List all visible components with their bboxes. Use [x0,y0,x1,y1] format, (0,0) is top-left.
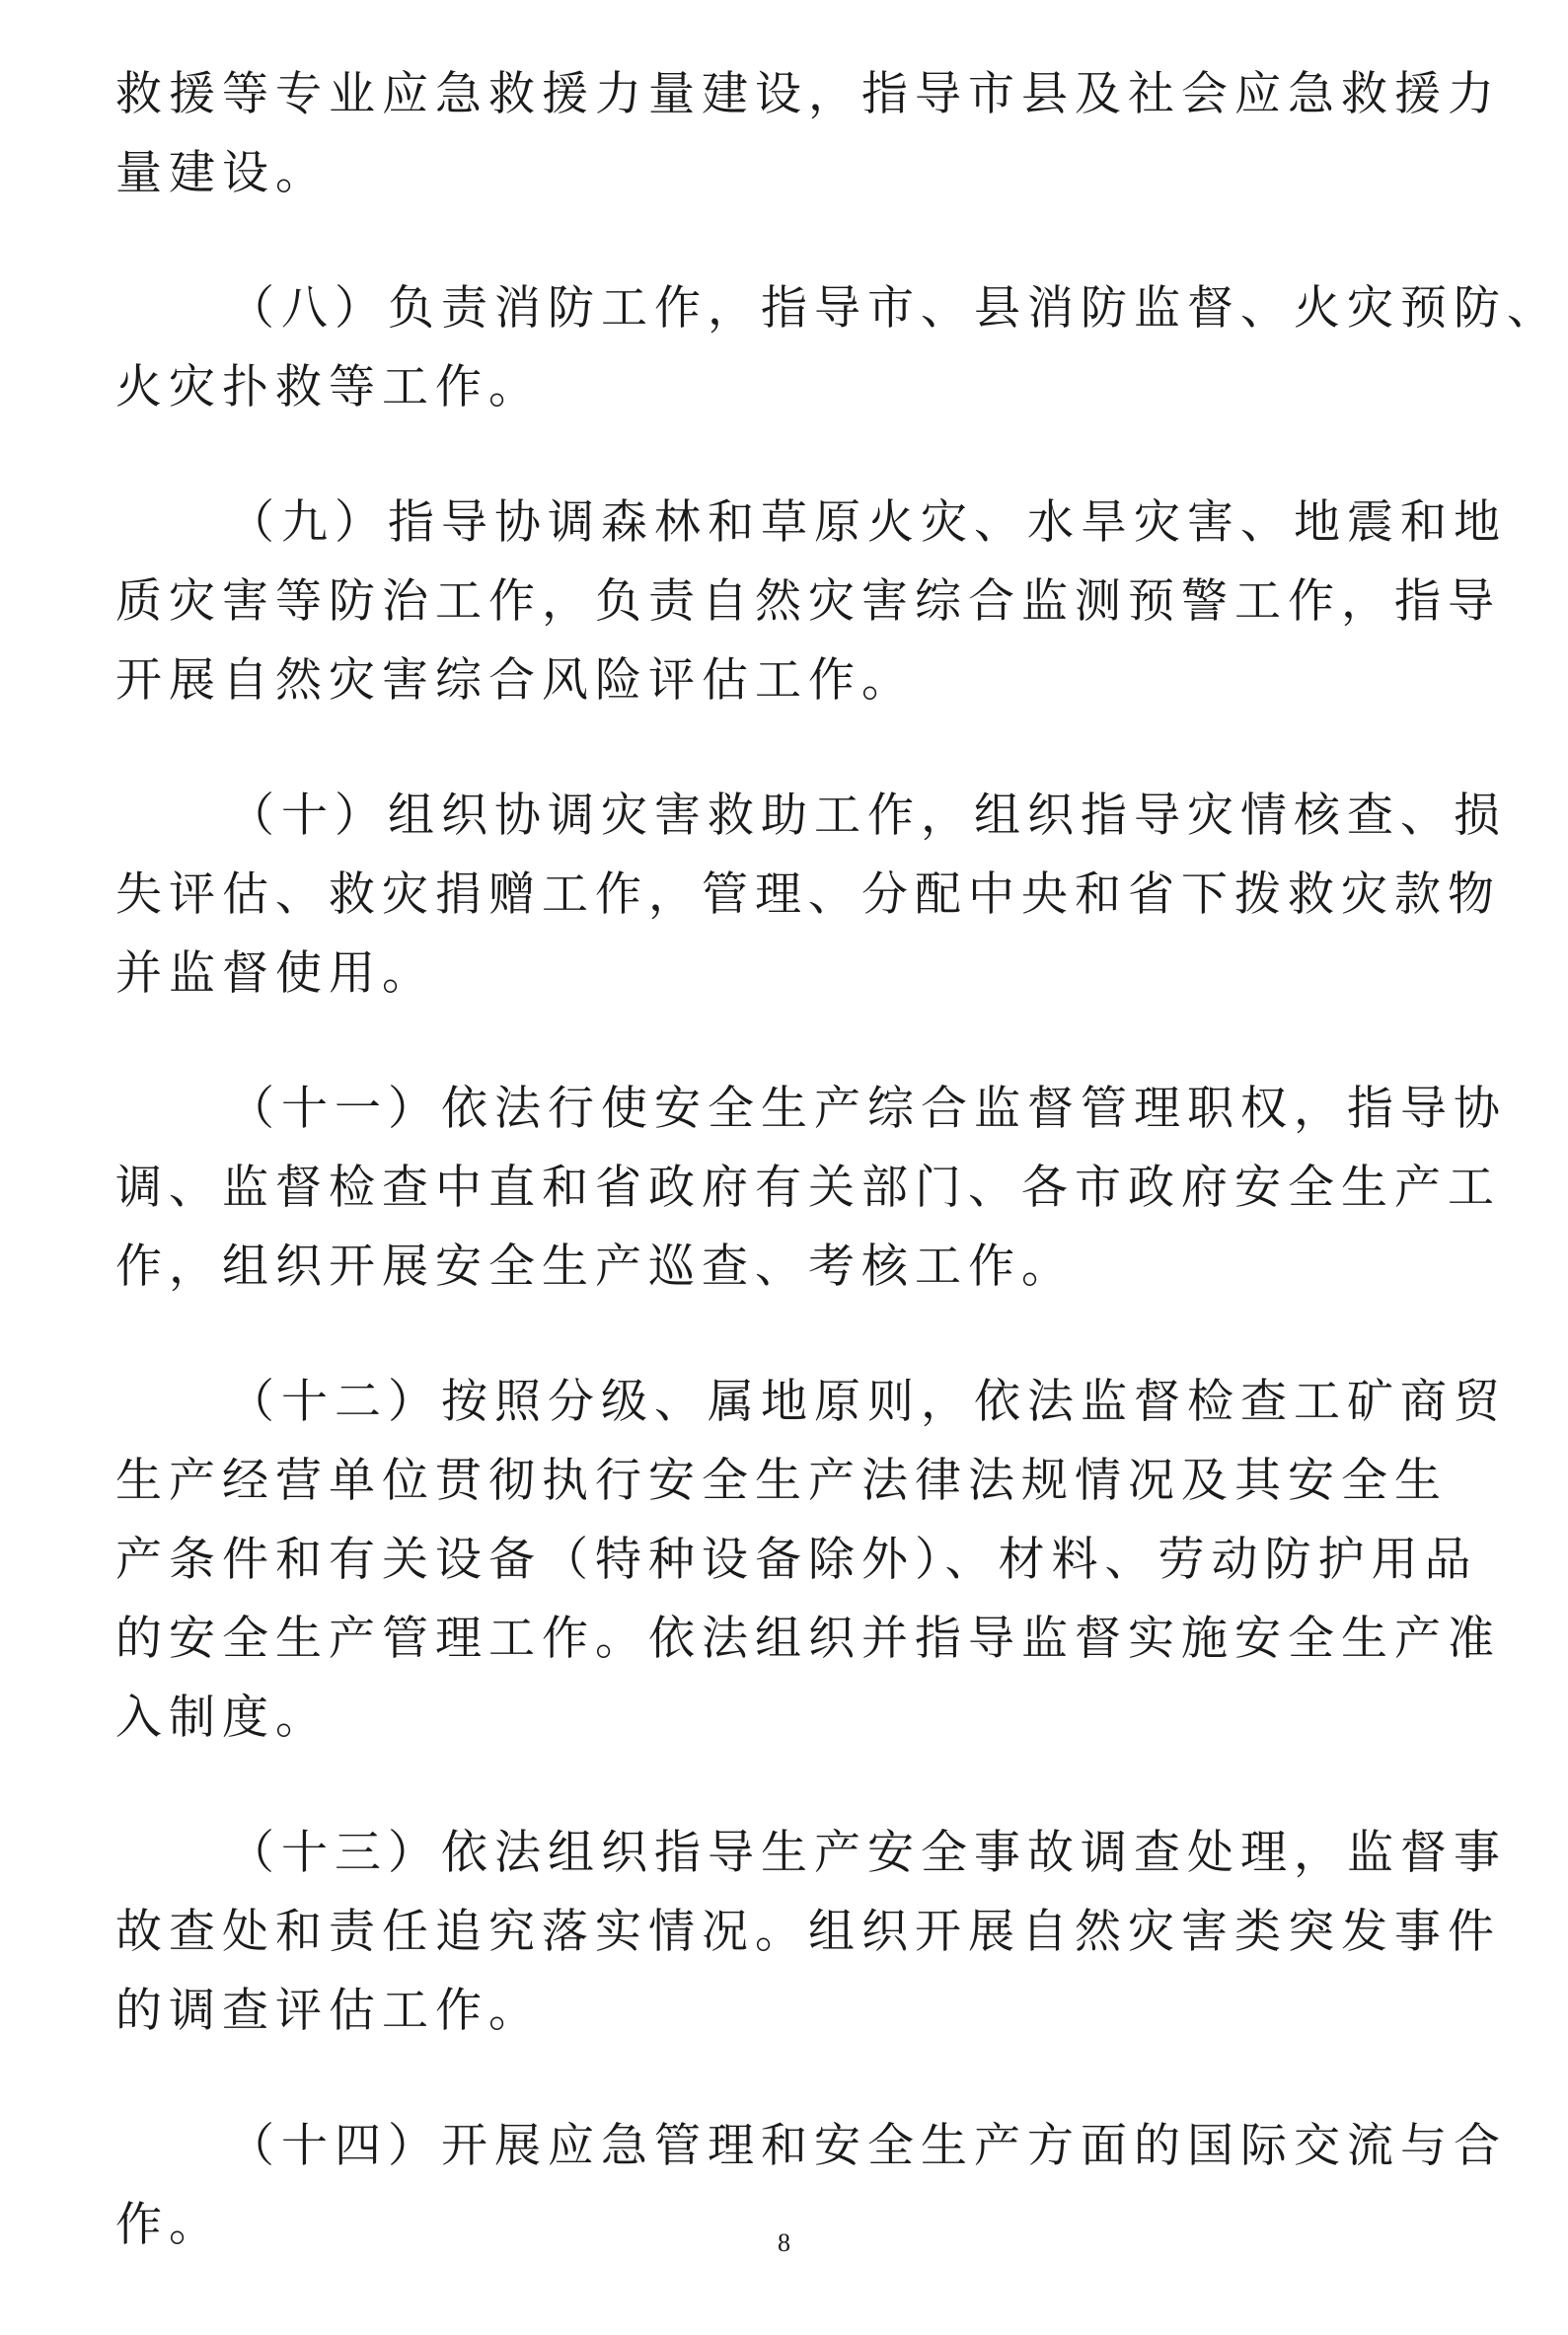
page-number: 8 [778,2228,790,2257]
paragraph-line: 开展自然灾害综合风险评估工作。 [115,653,915,708]
paragraph-line: 失评估、救灾捐赠工作，管理、分配中央和省下拨救灾款物 [115,867,1501,922]
paragraph-line: （十一）依法行使安全生产综合监督管理职权，指导协 [228,1082,1507,1136]
paragraph [115,1814,1507,2051]
paragraph-line: （九）指导协调森林和草原火灾、水旱灾害、地震和地 [228,495,1507,550]
paragraph-line: 质灾害等防治工作，负责自然灾害综合监测预警工作，指导 [115,574,1501,629]
paragraph-line: 作。 [115,2198,222,2252]
paragraph-line: 的调查评估工作。 [115,1984,542,2038]
paragraph [115,1363,1507,1758]
paragraph [115,777,1507,1014]
paragraph [115,1070,1507,1307]
paragraph [115,269,1560,427]
paragraph-line: 产条件和有关设备（特种设备除外）、材料、劳动防护用品 [115,1533,1478,1587]
paragraph-line: 作，组织开展安全生产巡查、考核工作。 [115,1240,1075,1294]
paragraph-line: （十二）按照分级、属地原则，依法监督检查工矿商贸 [228,1375,1507,1429]
paragraph-line: （十三）依法组织指导生产安全事故调查处理，监督事 [228,1826,1507,1880]
paragraph-line: 救援等专业应急救援力量建设，指导市县及社会应急救援力 [115,67,1501,121]
paragraph-line: 火灾扑救等工作。 [115,360,542,414]
paragraph [115,55,1501,213]
paragraph-line: 入制度。 [115,1691,329,1745]
paragraph-line: 调、监督检查中直和省政府有关部门、各市政府安全生产工 [115,1161,1501,1215]
paragraph-line: （十）组织协调灾害救助工作，组织指导灾情核查、损 [228,789,1507,843]
paragraph-line: 故查处和责任追究落实情况。组织开展自然灾害类突发事件 [115,1905,1501,1959]
paragraph [115,484,1507,720]
paragraph-line: 生产经营单位贯彻执行安全生产法律法规情况及其安全生 [115,1454,1448,1508]
paragraph-line: 量建设。 [115,146,329,200]
paragraph-line: （十四）开展应急管理和安全生产方面的国际交流与合 [228,2119,1507,2173]
paragraph-line: （八）负责消防工作，指导市、县消防监督、火灾预防、 [228,281,1560,336]
paragraph-line: 并监督使用。 [115,946,435,1001]
paragraph-line: 的安全生产管理工作。依法组织并指导监督实施安全生产准 [115,1612,1501,1666]
document-body [115,55,1560,2321]
